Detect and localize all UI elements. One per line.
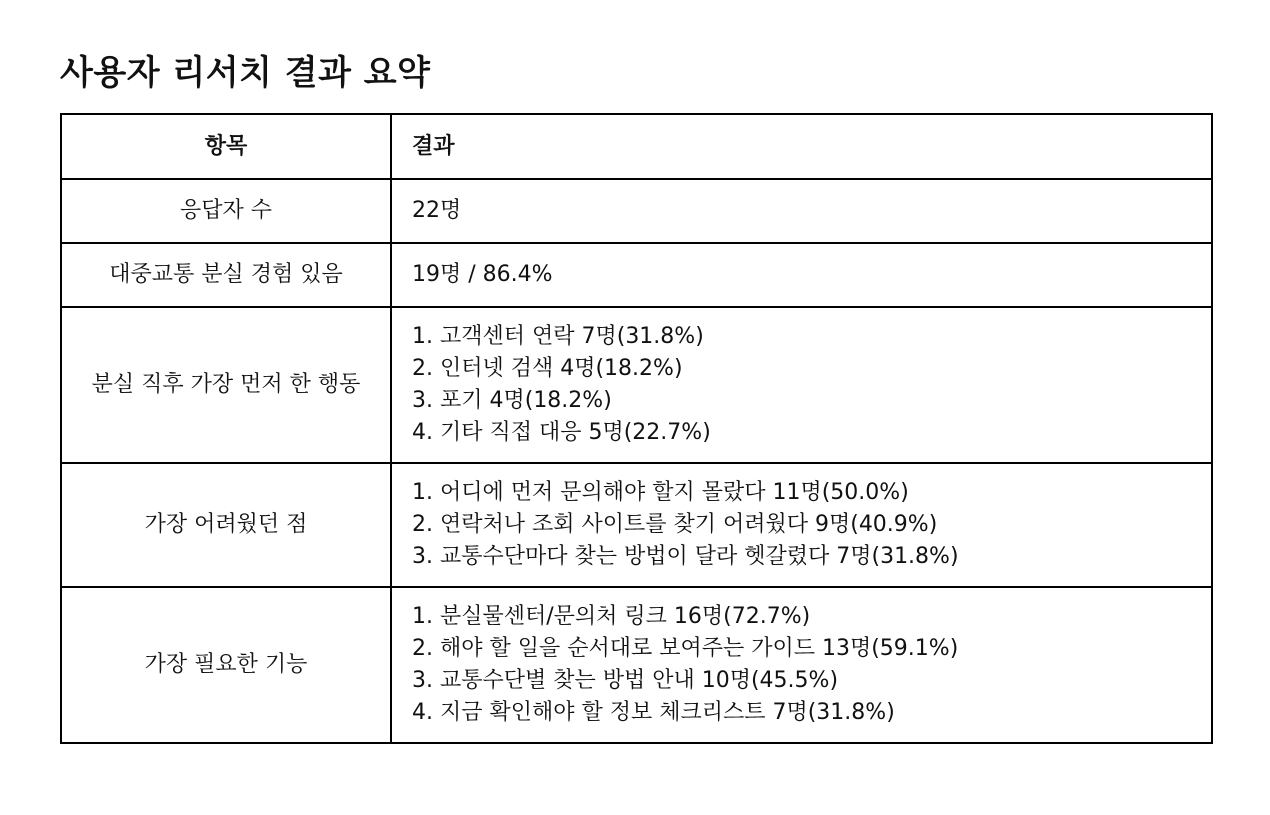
row-value [391,179,1212,243]
summary-table [60,113,1213,744]
row-label: 대중교통 분실 경험 있음 [61,243,391,307]
result-line: 1. 분실물센터/문의처 링크 16명(72.7%) [412,604,811,629]
row-value [391,307,1212,463]
result-line: 2. 연락처나 조회 사이트를 찾기 어려웠다 9명(40.9%) [412,512,938,537]
header-item: 항목 [61,114,391,179]
result-line: 2. 해야 할 일을 순서대로 보여주는 가이드 13명(59.1%) [412,636,959,661]
table-row [61,307,1212,463]
result-line: 3. 교통수단별 찾는 방법 안내 10명(45.5%) [412,668,839,693]
table-row [61,179,1212,243]
result-line: 1. 고객센터 연락 7명(31.8%) [412,324,704,349]
result-line: 4. 기타 직접 대응 5명(22.7%) [412,420,711,445]
row-value [391,587,1212,743]
page-title: 사용자 리서치 결과 요약 [60,53,431,93]
result-line: 3. 교통수단마다 찾는 방법이 달라 헷갈렸다 7명(31.8%) [412,544,959,569]
result-line: 4. 지금 확인해야 할 정보 체크리스트 7명(31.8%) [412,700,895,725]
result-line: 22명 [412,198,462,223]
result-line: 1. 어디에 먼저 문의해야 할지 몰랐다 11명(50.0%) [412,480,909,505]
result-line: 3. 포기 4명(18.2%) [412,388,612,413]
row-label: 분실 직후 가장 먼저 한 행동 [61,307,391,463]
row-value [391,463,1212,587]
header-result: 결과 [391,114,1212,179]
table-row [61,587,1212,743]
result-line: 19명 / 86.4% [412,262,553,287]
table-row [61,463,1212,587]
result-line: 2. 인터넷 검색 4명(18.2%) [412,356,683,381]
row-label: 가장 어려웠던 점 [61,463,391,587]
row-value [391,243,1212,307]
table-header-row [61,114,1212,179]
table-row [61,243,1212,307]
row-label: 응답자 수 [61,179,391,243]
row-label: 가장 필요한 기능 [61,587,391,743]
